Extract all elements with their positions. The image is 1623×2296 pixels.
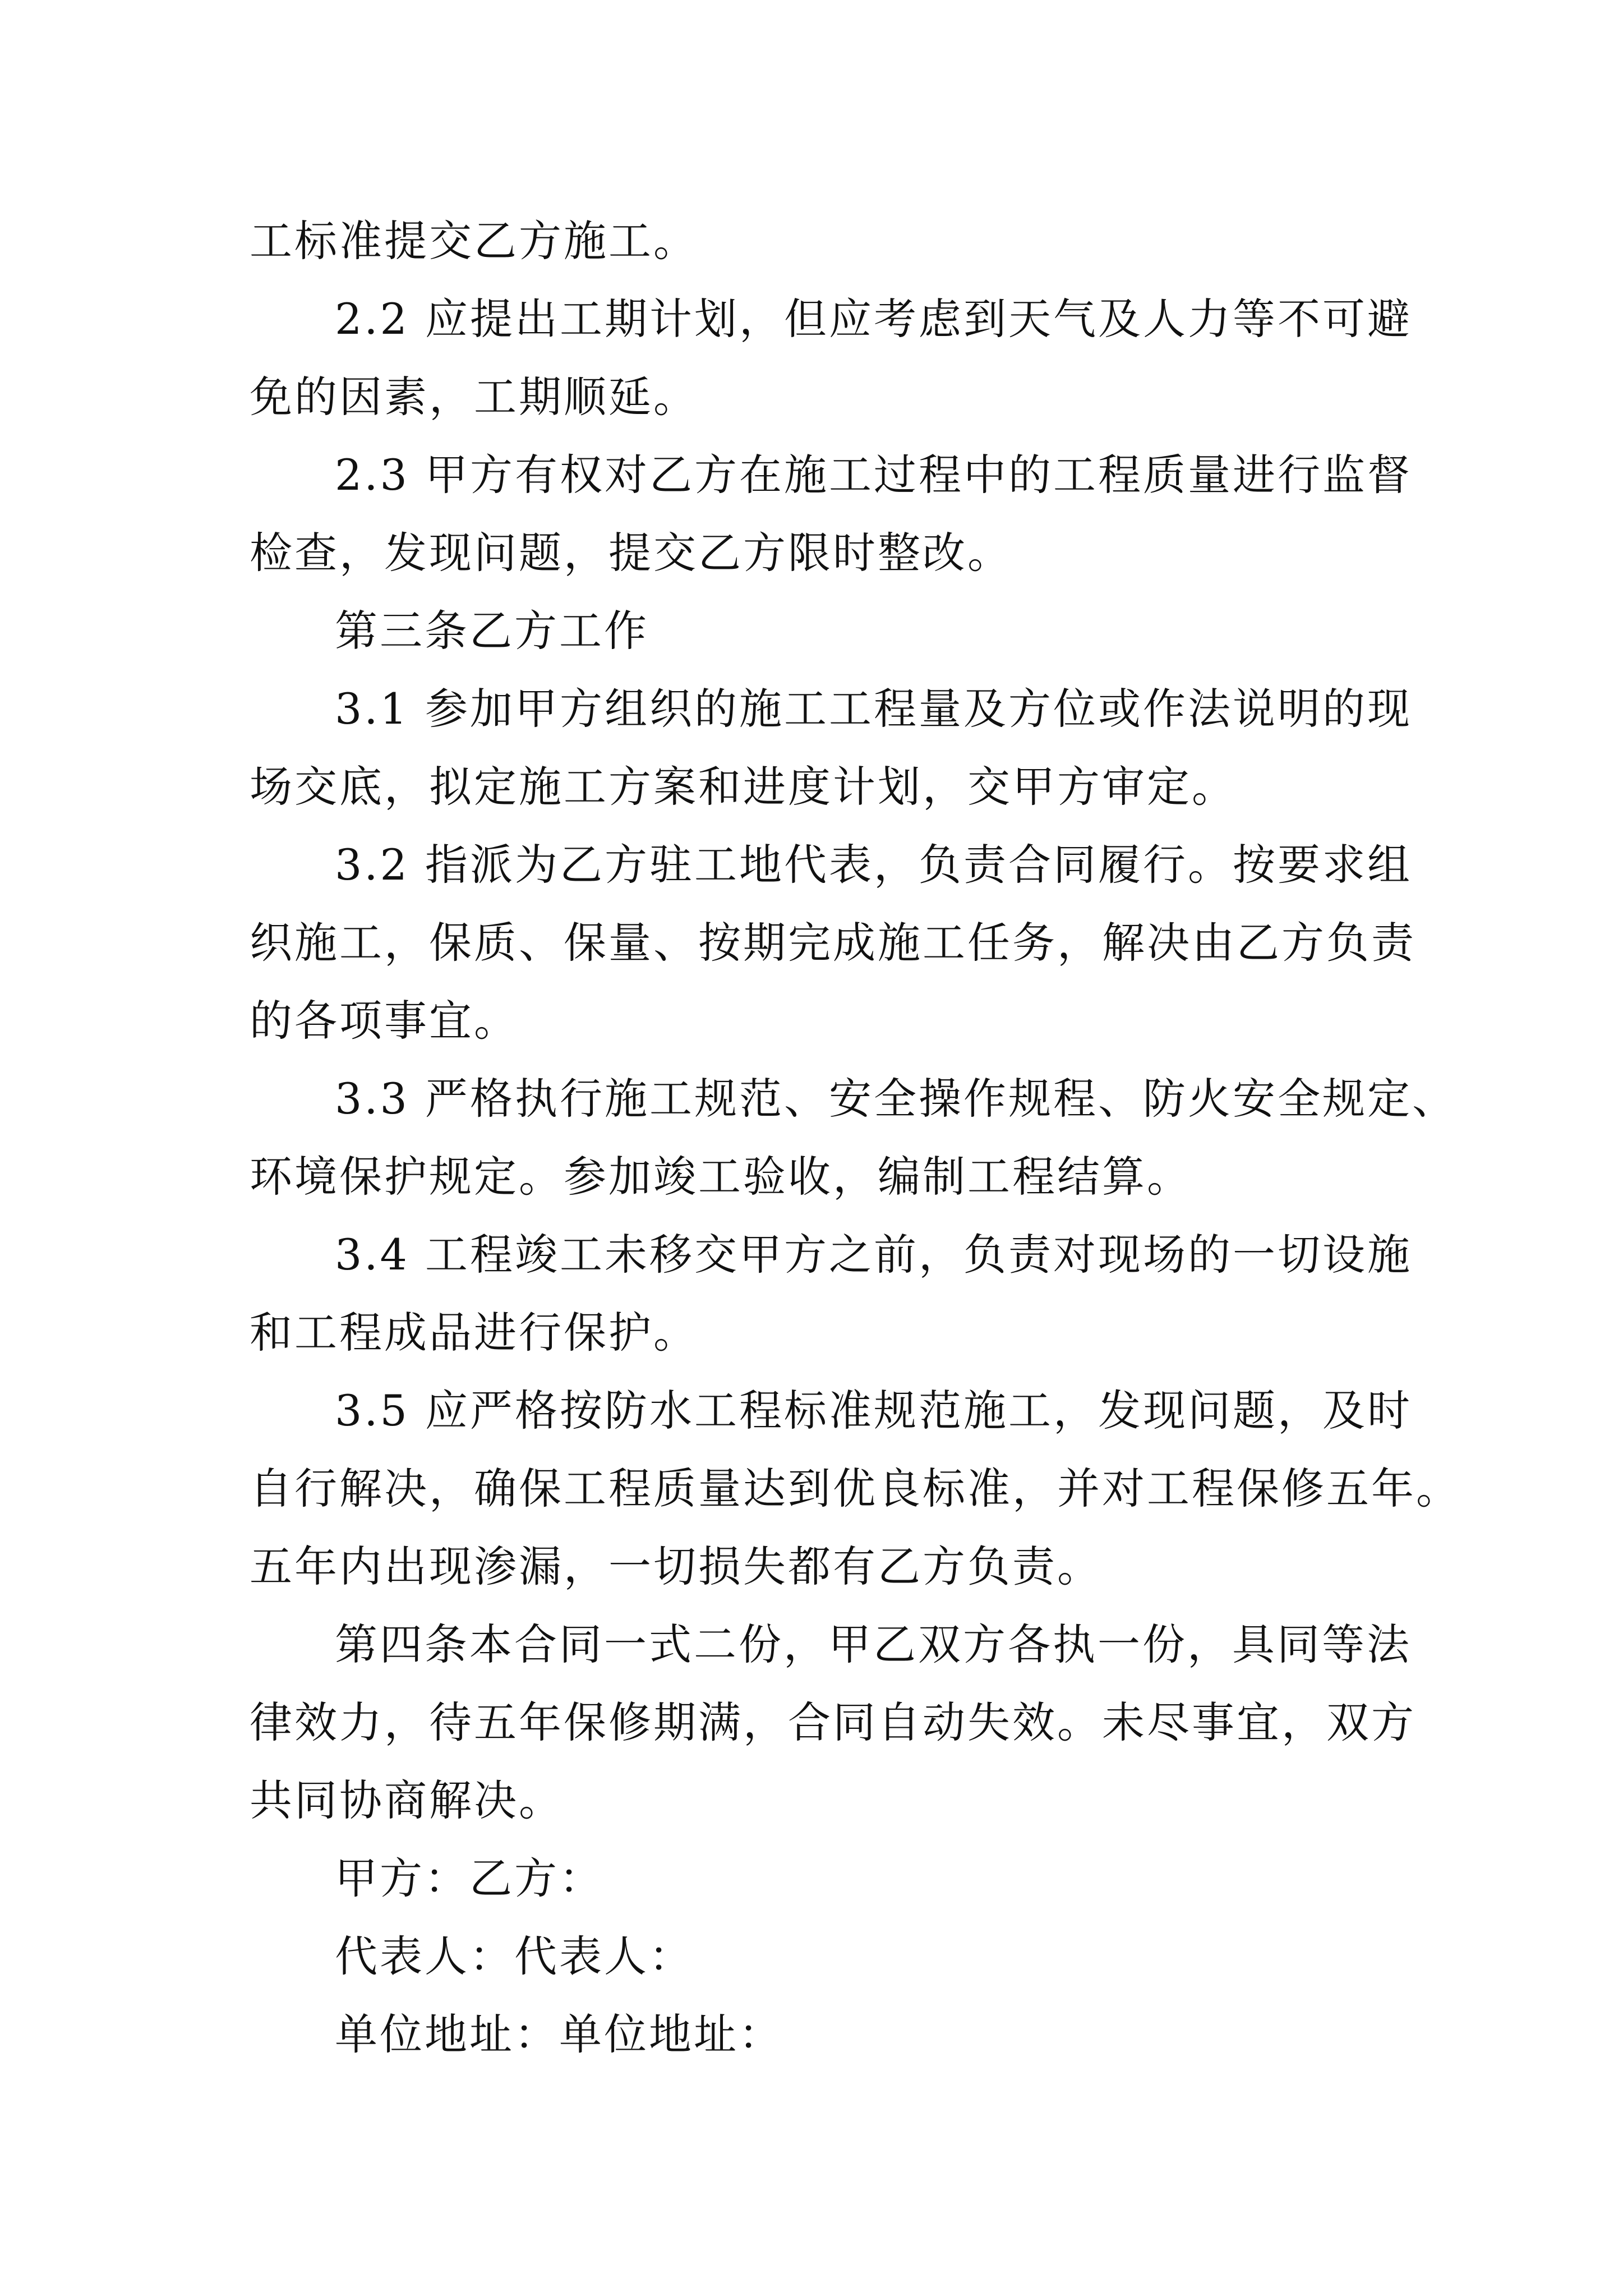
text-line: 免的因素，工期顺延。 [250, 372, 698, 422]
text-line: 织施工，保质、保量、按期完成施工任务，解决由乙方负责 [250, 918, 1416, 968]
clause-3-4-line: 3.4 工程竣工未移交甲方之前，负责对现场的一切设施 [335, 1230, 1413, 1280]
document-body [250, 202, 1461, 2073]
clause-2-2-line: 2.2 应提出工期计划，但应考虑到天气及人力等不可避 [335, 294, 1413, 344]
text-line: 共同协商解决。 [250, 1775, 564, 1825]
clause-3-2-line: 3.2 指派为乙方驻工地代表，负责合同履行。按要求组 [335, 840, 1413, 890]
clause-2-3-line: 2.3 甲方有权对乙方在施工过程中的工程质量进行监督 [335, 450, 1413, 500]
text-line: 的各项事宜。 [250, 996, 519, 1046]
text-line: 律效力，待五年保修期满，合同自动失效。未尽事宜，双方 [250, 1697, 1416, 1747]
address-line: 单位地址：单位地址： [335, 2009, 783, 2059]
text-line: 场交底，拟定施工方案和进度计划，交甲方审定。 [250, 762, 1237, 812]
text-line: 环境保护规定。参加竣工验收，编制工程结算。 [250, 1152, 1192, 1202]
clause-3-5-line: 3.5 应严格按防水工程标准规范施工，发现问题，及时 [335, 1386, 1413, 1435]
party-signature-line: 甲方：乙方： [335, 1853, 604, 1903]
text-line: 检查，发现问题，提交乙方限时整改。 [250, 528, 1012, 578]
section-heading: 第三条乙方工作 [335, 606, 649, 656]
text-line: 自行解决，确保工程质量达到优良标准，并对工程保修五年。 [250, 1464, 1461, 1513]
clause-3-1-line: 3.1 参加甲方组织的施工工程量及方位或作法说明的现 [335, 684, 1413, 734]
text-line: 和工程成品进行保护。 [250, 1308, 698, 1358]
clause-3-3-line: 3.3 严格执行施工规范、安全操作规程、防火安全规定、 [335, 1074, 1458, 1124]
section-four-line: 第四条本合同一式二份，甲乙双方各执一份，具同等法 [335, 1619, 1412, 1669]
text-line: 五年内出现渗漏，一切损失都有乙方负责。 [250, 1542, 1102, 1591]
text-line: 工标准提交乙方施工。 [250, 216, 698, 266]
representative-line: 代表人：代表人： [335, 1931, 694, 1981]
